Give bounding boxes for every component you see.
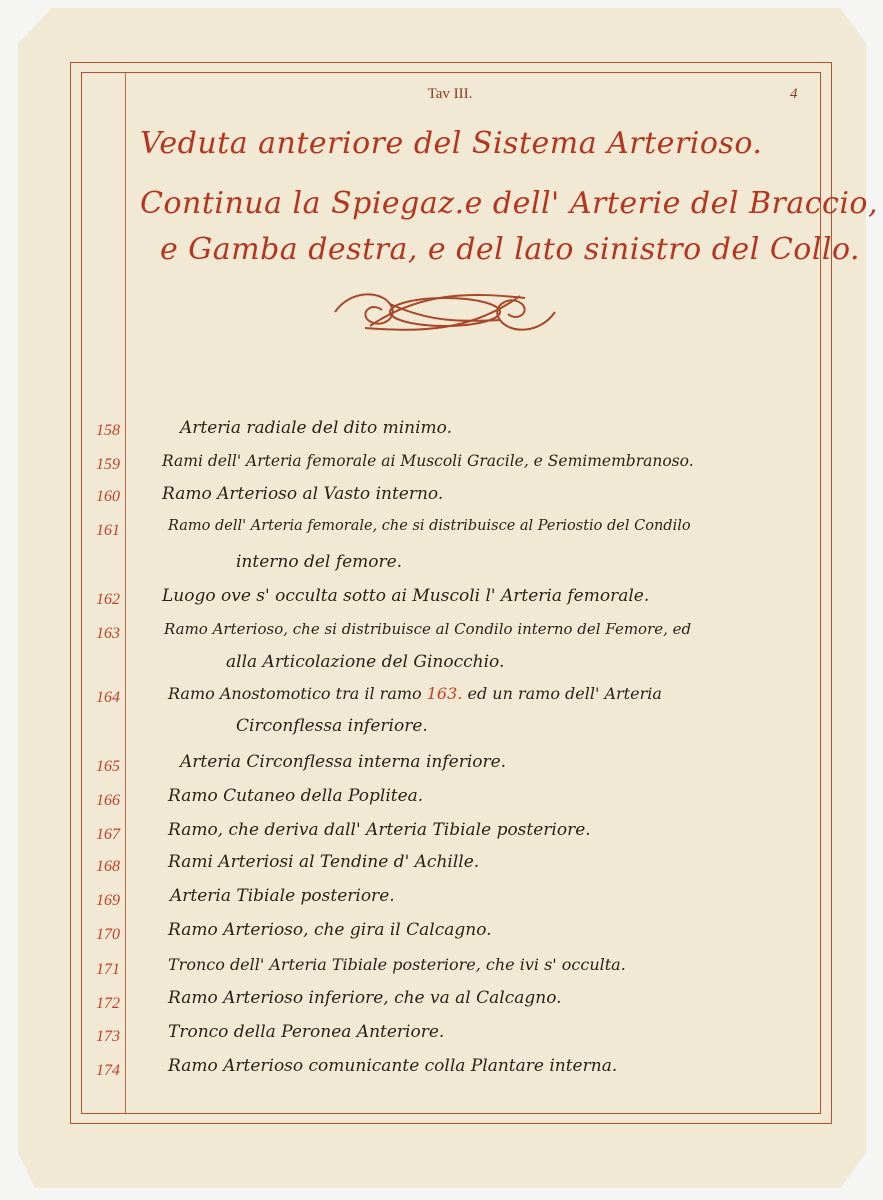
entry-number: 166 [96, 792, 120, 809]
entry-text: Rami Arteriosi al Tendine d' Achille. [168, 852, 480, 872]
entry-number: 159 [96, 456, 120, 473]
entry-text: Ramo Cutaneo della Poplitea. [168, 786, 424, 806]
entry-text [168, 684, 662, 703]
entry-number: 170 [96, 926, 120, 943]
title-line-2: Continua la Spiegaz.e dell' Arterie del Braccio, [140, 186, 879, 221]
entry-number: 172 [96, 995, 120, 1012]
flourish-ornament-icon [330, 282, 560, 342]
entry-text: Ramo Arterioso comunicante colla Plantare interna. [168, 1056, 618, 1076]
entry-text: Tronco della Peronea Anteriore. [168, 1022, 445, 1042]
entry-number: 169 [96, 892, 120, 909]
entry-text: Ramo, che deriva dall' Arteria Tibiale posteriore. [168, 820, 591, 840]
entry-number: 160 [96, 488, 120, 505]
inline-reference-number: 163. [426, 684, 463, 703]
entry-number: 158 [96, 422, 120, 439]
entry-number: 173 [96, 1028, 120, 1045]
title-line-3: e Gamba destra, e del lato sinistro del Collo. [160, 232, 861, 267]
entry-number: 168 [96, 858, 120, 875]
entry-text-part: ed un ramo dell' Arteria [467, 684, 662, 703]
entry-text-part: Ramo Anostomotico tra il ramo [168, 684, 422, 703]
entry-text: Ramo Arterioso al Vasto interno. [162, 484, 444, 504]
entry-text-continuation: interno del femore. [236, 552, 403, 572]
entry-text: Ramo Arterioso, che gira il Calcagno. [168, 920, 492, 940]
plate-label: Tav III. [427, 86, 473, 102]
entry-text: Ramo dell' Arteria femorale, che si distribuisce al Periostio del Condilo [168, 518, 691, 534]
entry-number: 161 [96, 522, 120, 539]
entry-text: Ramo Arterioso inferiore, che va al Calcagno. [168, 988, 562, 1008]
entry-text-continuation: Circonflessa inferiore. [236, 716, 428, 736]
entry-number: 165 [96, 758, 120, 775]
entry-text: Arteria radiale del dito minimo. [180, 418, 452, 438]
entry-text: Ramo Arterioso, che si distribuisce al Condilo interno del Femore, ed [164, 620, 692, 638]
entry-number: 162 [96, 591, 120, 608]
entry-number: 167 [96, 826, 120, 843]
entry-text-continuation: alla Articolazione del Ginocchio. [226, 652, 505, 672]
entry-text: Arteria Circonflessa interna inferiore. [180, 752, 507, 772]
title-line-1: Veduta anteriore del Sistema Arterioso. [140, 126, 763, 161]
entry-number: 174 [96, 1062, 120, 1079]
entry-text: Arteria Tibiale posteriore. [170, 886, 395, 906]
entry-text: Rami dell' Arteria femorale ai Muscoli Gracile, e Semimembranoso. [162, 452, 694, 470]
page-number: 4 [790, 86, 798, 102]
entry-text: Tronco dell' Arteria Tibiale posteriore, che ivi s' occulta. [168, 955, 626, 974]
entry-number: 164 [96, 689, 120, 706]
entry-number: 171 [96, 961, 120, 978]
entry-number: 163 [96, 625, 120, 642]
entry-text: Luogo ove s' occulta sotto ai Muscoli l' Arteria femorale. [162, 586, 650, 606]
